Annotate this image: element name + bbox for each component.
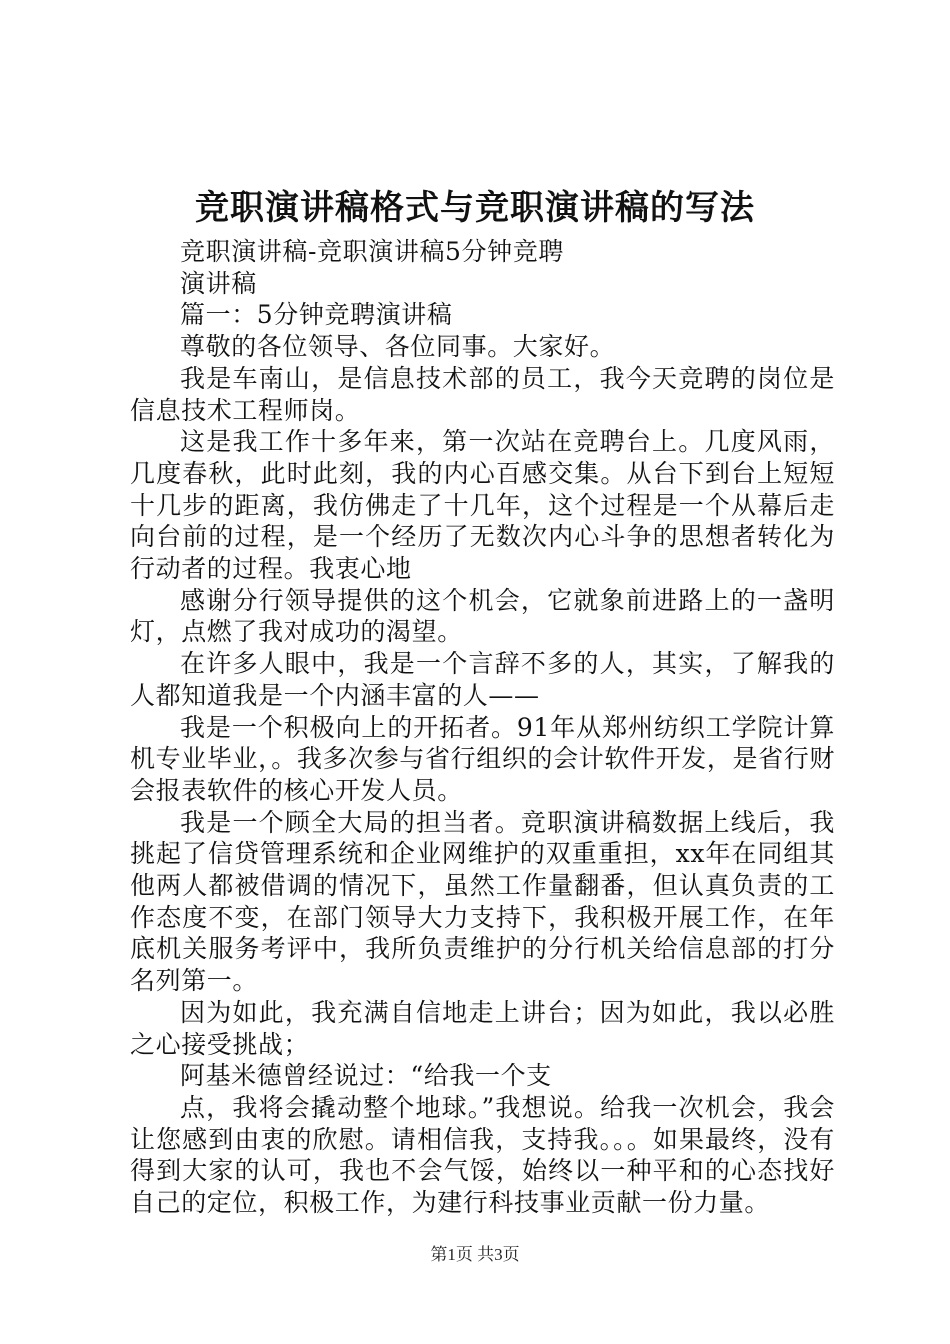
paragraph: 尊敬的各位领导、各位同事。大家好。	[180, 332, 616, 362]
paragraph: 感谢分行领导提供的这个机会，它就象前进路上的一盏明灯，点燃了我对成功的渴望。	[130, 585, 835, 647]
paragraph: 竞职演讲稿-竞职演讲稿5分钟竞聘	[180, 237, 564, 266]
paragraph: 演讲稿	[180, 268, 257, 298]
paragraph: 我是一个顾全大局的担当者。竞职演讲稿数据上线后，我挑起了信贷管理系统和企业网维护的双重重担，xx年在同组其他两人都被借调的情况下，虽然工作量翻番，但认真负责的工作态度不变，在部门领导大力支持下，我积极开展工作，在年底机关服务考评中，我所负责维护的分行机关给信息部的打分名列第一。	[130, 807, 835, 996]
document-title: 竞职演讲稿格式与竞职演讲稿的写法	[195, 188, 755, 228]
paragraph: 在许多人眼中，我是一个言辞不多的人，其实，了解我的人都知道我是一个内涵丰富的人——	[130, 649, 835, 710]
paragraph: 篇一：5分钟竞聘演讲稿	[180, 300, 453, 330]
paragraph: 我是一个积极向上的开拓者。91年从郑州纺织工学院计算机专业毕业，。我多次参与省行组织的会计软件开发，是省行财会报表软件的核心开发人员。	[130, 712, 835, 805]
document-body	[130, 236, 835, 1219]
paragraph: 因为如此，我充满自信地走上讲台；因为如此，我以必胜之心接受挑战；	[130, 997, 835, 1059]
page-footer: 第1页 共3页	[430, 1245, 520, 1264]
paragraph: 点，我将会撬动整个地球。”我想说。给我一次机会，我会让您感到由衷的欣慰。请相信我，支持我。。。如果最终，没有得到大家的认可，我也不会气馁，始终以一种平和的心态找好自己的定位，积极工作，为建行科技事业贡献一份力量。	[130, 1092, 835, 1218]
paragraph: 我是车南山，是信息技术部的员工，我今天竞聘的岗位是信息技术工程师岗。	[130, 363, 835, 425]
paragraph: 阿基米德曾经说过：“给我一个支	[180, 1061, 552, 1091]
paragraph: 这是我工作十多年来，第一次站在竞聘台上。几度风雨，几度春秋，此时此刻，我的内心百感交集。从台下到台上短短十几步的距离，我仿佛走了十几年，这个过程是一个从幕后走向台前的过程，是一个经历了无数次内心斗争的思想者转化为行动者的过程。我衷心地	[130, 427, 835, 584]
